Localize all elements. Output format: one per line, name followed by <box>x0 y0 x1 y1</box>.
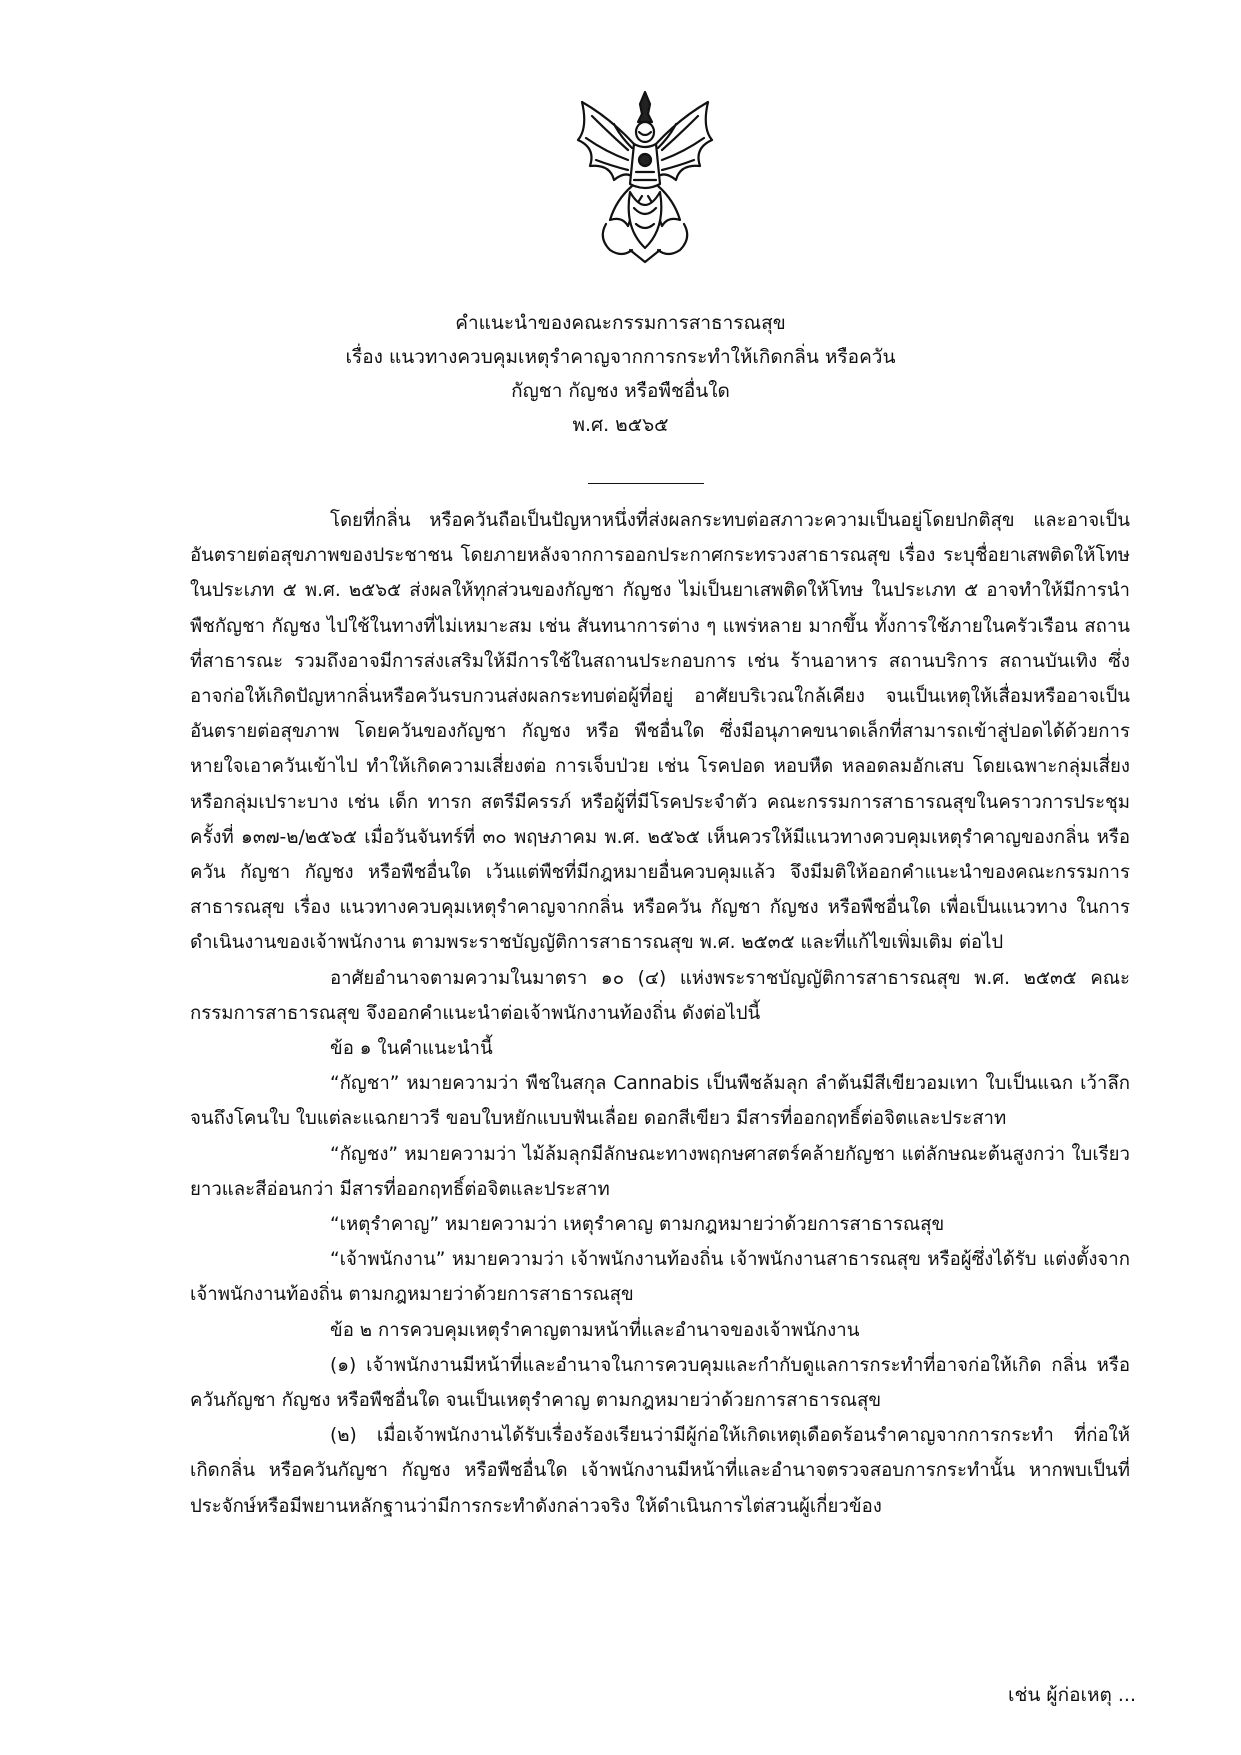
garuda-emblem-icon <box>570 88 720 266</box>
document-title-block <box>0 306 1241 442</box>
definition-officer: “เจ้าพนักงาน” หมายความว่า เจ้าพนักงานท้องถิ่น เจ้าพนักงานสาธารณสุข หรือผู้ซึ่งได้รับ แต่งตั้งจากเจ้าพนักงานท้องถิ่น ตามกฎหมายว่าด้วยการสาธารณสุข <box>190 1249 1130 1306</box>
definition-cannabis: “กัญชา” หมายความว่า พืชในสกุล Cannabis เป็นพืชล้มลุก ลำต้นมีสีเขียวอมเทา ใบเป็นแฉก เว้าลึกจนถึงโคนใบ ใบแต่ละแฉกยาวรี ขอบใบหยักแบบฟันเลื่อย ดอกสีเขียว มีสารที่ออกฤทธิ์ต่อจิตและประสาท <box>190 1073 1130 1130</box>
preamble-paragraph: โดยที่กลิ่น หรือควันถือเป็นปัญหาหนึ่งที่ส่งผลกระทบต่อสภาวะความเป็นอยู่โดยปกติสุข และอาจเป็นอันตรายต่อสุขภาพของประชาชน โดยภายหลังจากการออกประกาศกระทรวงสาธารณสุข เรื่อง ระบุชื่อยาเสพติดให้โทษในประเภท ๕ พ.ศ. ๒๕๖๕ ส่งผลให้ทุกส่วนของกัญชา กัญชง ไม่เป็นยาเสพติดให้โทษ ในประเภท ๕ อาจทำให้มีการนำพืชกัญชา กัญชง ไปใช้ในทางที่ไม่เหมาะสม เช่น สันทนาการต่าง ๆ แพร่หลาย มากขึ้น ทั้งการใช้ภายในครัวเรือน สถานที่สาธารณะ รวมถึงอาจมีการส่งเสริมให้มีการใช้ในสถานประกอบการ เช่น ร้านอาหาร สถานบริการ สถานบันเทิง ซึ่งอาจก่อให้เกิดปัญหากลิ่นหรือควันรบกวนส่งผลกระทบต่อผู้ที่อยู่ อาศัยบริเวณใกล้เคียง จนเป็นเหตุให้เสื่อมหรืออาจเป็นอันตรายต่อสุขภาพ โดยควันของกัญชา กัญชง หรือ พืชอื่นใด ซึ่งมีอนุภาคขนาดเล็กที่สามารถเข้าสู่ปอดได้ด้วยการหายใจเอาควันเข้าไป ทำให้เกิดความเสี่ยงต่อ การเจ็บป่วย เช่น โรคปอด หอบหืด หลอดลมอักเสบ โดยเฉพาะกลุ่มเสี่ยงหรือกลุ่มเปราะบาง เช่น เด็ก ทารก สตรีมีครรภ์ หรือผู้ที่มีโรคประจำตัว คณะกรรมการสาธารณสุขในคราวการประชุมครั้งที่ ๑๓๗-๒/๒๕๖๕ เมื่อวันจันทร์ที่ ๓๐ พฤษภาคม พ.ศ. ๒๕๖๕ เห็นควรให้มีแนวทางควบคุมเหตุรำคาญของกลิ่น หรือควัน กัญชา กัญชง หรือพืชอื่นใด เว้นแต่พืชที่มีกฎหมายอื่นควบคุมแล้ว จึงมีมติให้ออกคำแนะนำของคณะกรรมการ สาธารณสุข เรื่อง แนวทางควบคุมเหตุรำคาญจากกลิ่น หรือควัน กัญชา กัญชง หรือพืชอื่นใด เพื่อเป็นแนวทาง ในการดำเนินงานของเจ้าพนักงาน ตามพระราชบัญญัติการสาธารณสุข พ.ศ. ๒๕๓๕ และที่แก้ไขเพิ่มเติม ต่อไป <box>190 510 1130 954</box>
clause-2-item-1: (๑) เจ้าพนักงานมีหน้าที่และอำนาจในการควบคุมและกำกับดูแลการกระทำที่อาจก่อให้เกิด กลิ่น หรือควันกัญชา กัญชง หรือพืชอื่นใด จนเป็นเหตุรำคาญ ตามกฎหมายว่าด้วยการสาธารณสุข <box>190 1354 1130 1412</box>
authority-paragraph: อาศัยอำนาจตามความในมาตรา ๑๐ (๔) แห่งพระราชบัญญัติการสาธารณสุข พ.ศ. ๒๕๓๕ คณะกรรมการสาธารณสุข จึงออกคำแนะนำต่อเจ้าพนักงานท้องถิ่น ดังต่อไปนี้ <box>190 967 1130 1024</box>
definition-nuisance: “เหตุรำคาญ” หมายความว่า เหตุรำคาญ ตามกฎหมายว่าด้วยการสาธารณสุข <box>330 1214 945 1236</box>
definition-hemp: “กัญชง” หมายความว่า ไม้ล้มลุกมีลักษณะทางพฤกษศาสตร์คล้ายกัญชา แต่ลักษณะต้นสูงกว่า ใบเรียวยาวและสีอ่อนกว่า มีสารที่ออกฤทธิ์ต่อจิตและประสาท <box>190 1143 1130 1200</box>
title-divider <box>588 483 704 484</box>
document-body <box>190 503 1130 1524</box>
title-line-3: กัญชา กัญชง หรือพืชอื่นใด <box>511 380 730 402</box>
title-line-2: เรื่อง แนวทางควบคุมเหตุรำคาญจากการกระทำให้เกิดกลิ่น หรือควัน <box>345 346 896 368</box>
clause-2-item-2: (๒) เมื่อเจ้าพนักงานได้รับเรื่องร้องเรียนว่ามีผู้ก่อให้เกิดเหตุเดือดร้อนรำคาญจากการกระทำ ที่ก่อให้เกิดกลิ่น หรือควันกัญชา กัญชง หรือพืชอื่นใด เจ้าพนักงานมีหน้าที่และอำนาจตรวจสอบการกระทำนั้น หากพบเป็นที่ประจักษ์หรือมีพยานหลักฐานว่ามีการกระทำดังกล่าวจริง ให้ดำเนินการไต่สวนผู้เกี่ยวข้อง <box>190 1425 1130 1517</box>
clause-1-heading: ข้อ ๑ ในคำแนะนำนี้ <box>330 1038 493 1060</box>
clause-2-heading: ข้อ ๒ การควบคุมเหตุรำคาญตามหน้าที่และอำนาจของเจ้าพนักงาน <box>330 1319 860 1341</box>
title-year: พ.ศ. ๒๕๖๕ <box>572 414 669 436</box>
continuation-note: เช่น ผู้ก่อเหตุ ... <box>1008 1684 1136 1706</box>
title-line-1: คำแนะนำของคณะกรรมการสาธารณสุข <box>455 312 786 334</box>
